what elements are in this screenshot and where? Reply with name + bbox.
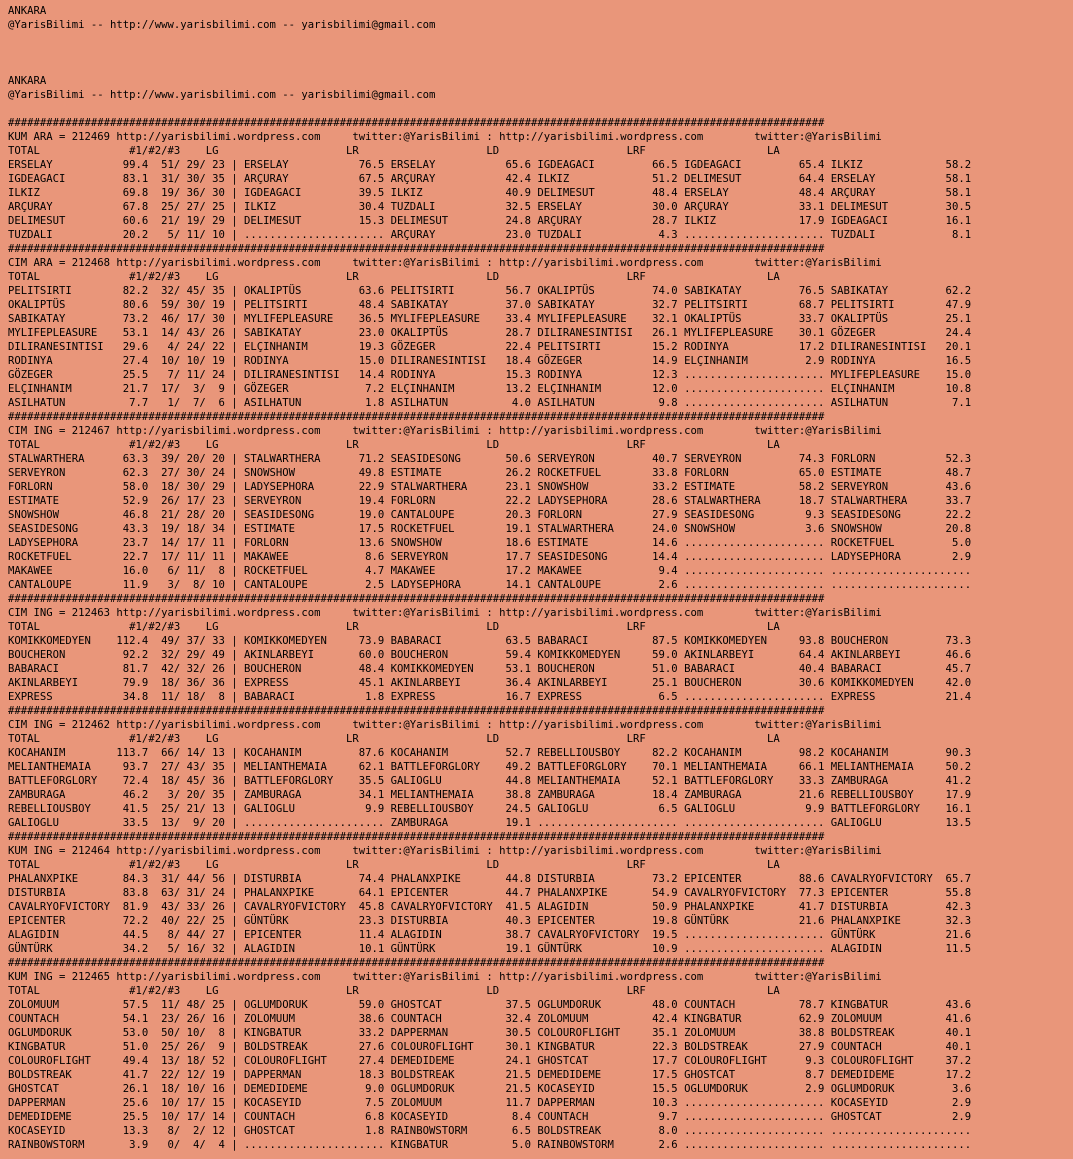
text-line: KOCAHANIM 113.7 66/ 14/ 13 | KOCAHANIM 87.6 KOCAHANIM 52.7 REBELLIOUSBOY 82.2 KOCAHANIM 98.2 KOCAHANIM 90.3 [8,747,972,759]
text-line: EPICENTER 72.2 40/ 22/ 25 | GÜNTÜRK 23.3 DISTURBIA 40.3 EPICENTER 19.8 GÜNTÜRK 21.6 PHALANXPIKE 32.3 [8,915,972,927]
separator-line: ################################################################################################################################ [8,831,825,843]
text-line: KOMIKKOMEDYEN 112.4 49/ 37/ 33 | KOMIKKOMEDYEN 73.9 BABARACI 63.5 BABARACI 87.5 KOMIKKOMEDYEN 93.8 BOUCHERON 73.3 [8,635,972,647]
text-line: KINGBATUR 51.0 25/ 26/ 9 | BOLDSTREAK 27.6 COLOUROFLIGHT 30.1 KINGBATUR 22.3 BOLDSTREAK 27.9 COUNTACH 40.1 [8,1041,972,1053]
text-line: SABIKATAY 73.2 46/ 17/ 30 | MYLIFEPLEASURE 36.5 MYLIFEPLEASURE 33.4 MYLIFEPLEASURE 32.1 OKALIPTÜS 33.7 OKALIPTÜS 25.1 [8,313,972,325]
text-line: BOUCHERON 92.2 32/ 29/ 49 | AKINLARBEYI 60.0 BOUCHERON 59.4 KOMIKKOMEDYEN 59.0 AKINLARBEYI 64.4 AKINLARBEYI 46.6 [8,649,972,661]
text-line: TOTAL #1/#2/#3 LG LR LD LRF LA [8,859,780,871]
text-line: CIM ING = 212463 http://yarisbilimi.wordpress.com twitter:@YarisBilimi : http://yarisbilimi.wordpress.com twitter:@YarisBilimi [8,607,882,619]
text-line: AKINLARBEYI 79.9 18/ 36/ 36 | EXPRESS 45.1 AKINLARBEYI 36.4 AKINLARBEYI 25.1 BOUCHERON 30.6 KOMIKKOMEDYEN 42.0 [8,677,972,689]
text-line: OGLUMDORUK 53.0 50/ 10/ 8 | KINGBATUR 33.2 DAPPERMAN 30.5 COLOUROFLIGHT 35.1 ZOLOMUUM 38.8 BOLDSTREAK 40.1 [8,1027,972,1039]
text-line: DAPPERMAN 25.6 10/ 17/ 15 | KOCASEYID 7.5 ZOLOMUUM 11.7 DAPPERMAN 10.3 ...................... KOCASEYID 2.9 [8,1097,972,1109]
separator-line: ################################################################################################################################ [8,243,825,255]
text-line: OKALIPTÜS 80.6 59/ 30/ 19 | PELITSIRTI 48.4 SABIKATAY 37.0 SABIKATAY 32.7 PELITSIRTI 68.7 PELITSIRTI 47.9 [8,299,972,311]
text-line: ERSELAY 99.4 51/ 29/ 23 | ERSELAY 76.5 ERSELAY 65.6 IGDEAGACI 66.5 IGDEAGACI 65.4 ILKIZ 58.2 [8,159,972,171]
text-line: @YarisBilimi -- http://www.yarisbilimi.com -- yarisbilimi@gmail.com [8,89,436,101]
text-line: GÖZEGER 25.5 7/ 11/ 24 | DILIRANESINTISI 14.4 RODINYA 15.3 RODINYA 12.3 ...................... MYLIFEPLEASURE 15.0 [8,369,972,381]
text-line: ZAMBURAGA 46.2 3/ 20/ 35 | ZAMBURAGA 34.1 MELIANTHEMAIA 38.8 ZAMBURAGA 18.4 ZAMBURAGA 21.6 REBELLIOUSBOY 17.9 [8,789,972,801]
separator-line: ################################################################################################################################ [8,593,825,605]
text-line: CIM ARA = 212468 http://yarisbilimi.wordpress.com twitter:@YarisBilimi : http://yarisbilimi.wordpress.com twitter:@YarisBilimi [8,257,882,269]
text-line: ZOLOMUUM 57.5 11/ 48/ 25 | OGLUMDORUK 59.0 GHOSTCAT 37.5 OGLUMDORUK 48.0 COUNTACH 78.7 KINGBATUR 43.6 [8,999,972,1011]
separator-line: ################################################################################################################################ [8,117,825,129]
separator-line: ################################################################################################################################ [8,705,825,717]
text-line: TOTAL #1/#2/#3 LG LR LD LRF LA [8,271,780,283]
text-line: GÜNTÜRK 34.2 5/ 16/ 32 | ALAGIDIN 10.1 GÜNTÜRK 19.1 GÜNTÜRK 10.9 ...................... ALAGIDIN 11.5 [8,943,972,955]
text-line: TOTAL #1/#2/#3 LG LR LD LRF LA [8,145,780,157]
text-line [8,46,1073,60]
text-line: KOCASEYID 13.3 8/ 2/ 12 | GHOSTCAT 1.8 RAINBOWSTORM 6.5 BOLDSTREAK 8.0 ...................... ...................... [8,1125,972,1137]
separator-line: ################################################################################################################################ [8,411,825,423]
text-line: LADYSEPHORA 23.7 14/ 17/ 11 | FORLORN 13.6 SNOWSHOW 18.6 ESTIMATE 14.6 ...................... ROCKETFUEL 5.0 [8,537,972,549]
text-line: REBELLIOUSBOY 41.5 25/ 21/ 13 | GALIOGLU 9.9 REBELLIOUSBOY 24.5 GALIOGLU 6.5 GALIOGLU 9.9 BATTLEFORGLORY 16.1 [8,803,972,815]
text-line: MAKAWEE 16.0 6/ 11/ 8 | ROCKETFUEL 4.7 MAKAWEE 17.2 MAKAWEE 9.4 ...................... ...................... [8,565,972,577]
text-line: COLOUROFLIGHT 49.4 13/ 18/ 52 | COLOUROFLIGHT 27.4 DEMEDIDEME 24.1 GHOSTCAT 17.7 COLOUROFLIGHT 9.3 COLOUROFLIGHT 37.2 [8,1055,972,1067]
text-line: DELIMESUT 60.6 21/ 19/ 29 | DELIMESUT 15.3 DELIMESUT 24.8 ARÇURAY 28.7 ILKIZ 17.9 IGDEAGACI 16.1 [8,215,972,227]
text-line: ANKARA [8,5,47,17]
text-line: ALAGIDIN 44.5 8/ 44/ 27 | EPICENTER 11.4 ALAGIDIN 38.7 CAVALRYOFVICTORY 19.5 ...................... GÜNTÜRK 21.6 [8,929,972,941]
text-line: RODINYA 27.4 10/ 10/ 19 | RODINYA 15.0 DILIRANESINTISI 18.4 GÖZEGER 14.9 ELÇINHANIM 2.9 RODINYA 16.5 [8,355,972,367]
text-line: SEASIDESONG 43.3 19/ 18/ 34 | ESTIMATE 17.5 ROCKETFUEL 19.1 STALWARTHERA 24.0 SNOWSHOW 3.6 SNOWSHOW 20.8 [8,523,972,535]
text-line: ILKIZ 69.8 19/ 36/ 30 | IGDEAGACI 39.5 ILKIZ 40.9 DELIMESUT 48.4 ERSELAY 48.4 ARÇURAY 58.1 [8,187,972,199]
text-line: ASILHATUN 7.7 1/ 7/ 6 | ASILHATUN 1.8 ASILHATUN 4.0 ASILHATUN 9.8 ...................... ASILHATUN 7.1 [8,397,972,409]
text-line [8,32,1073,46]
text-line [8,60,1073,74]
text-line: MELIANTHEMAIA 93.7 27/ 43/ 35 | MELIANTHEMAIA 62.1 BATTLEFORGLORY 49.2 BATTLEFORGLORY 70.1 MELIANTHEMAIA 66.1 MELIANTHEMAIA 50.2 [8,761,972,773]
text-line: FORLORN 58.0 18/ 30/ 29 | LADYSEPHORA 22.9 STALWARTHERA 23.1 SNOWSHOW 33.2 ESTIMATE 58.2 SERVEYRON 43.6 [8,481,972,493]
text-line [8,102,1073,116]
text-line: SNOWSHOW 46.8 21/ 28/ 20 | SEASIDESONG 19.0 CANTALOUPE 20.3 FORLORN 27.9 SEASIDESONG 9.3 SEASIDESONG 22.2 [8,509,972,521]
text-line: KUM ING = 212465 http://yarisbilimi.wordpress.com twitter:@YarisBilimi : http://yarisbilimi.wordpress.com twitter:@YarisBilimi [8,971,882,983]
text-line: ESTIMATE 52.9 26/ 17/ 23 | SERVEYRON 19.4 FORLORN 22.2 LADYSEPHORA 28.6 STALWARTHERA 18.7 STALWARTHERA 33.7 [8,495,972,507]
text-line: IGDEAGACI 83.1 31/ 30/ 35 | ARÇURAY 67.5 ARÇURAY 42.4 ILKIZ 51.2 DELIMESUT 64.4 ERSELAY 58.1 [8,173,972,185]
text-line: DISTURBIA 83.8 63/ 31/ 24 | PHALANXPIKE 64.1 EPICENTER 44.7 PHALANXPIKE 54.9 CAVALRYOFVICTORY 77.3 EPICENTER 55.8 [8,887,972,899]
text-line: ELÇINHANIM 21.7 17/ 3/ 9 | GÖZEGER 7.2 ELÇINHANIM 13.2 ELÇINHANIM 12.0 ...................... ELÇINHANIM 10.8 [8,383,972,395]
text-line: ROCKETFUEL 22.7 17/ 11/ 11 | MAKAWEE 8.6 SERVEYRON 17.7 SEASIDESONG 14.4 ...................... LADYSEPHORA 2.9 [8,551,972,563]
text-line: GALIOGLU 33.5 13/ 9/ 20 | ...................... ZAMBURAGA 19.1 ...................... ...................... GALIOGLU 13.5 [8,817,972,829]
text-line: DEMEDIDEME 25.5 10/ 17/ 14 | COUNTACH 6.8 KOCASEYID 8.4 COUNTACH 9.7 ...................... GHOSTCAT 2.9 [8,1111,972,1123]
text-line: BOLDSTREAK 41.7 22/ 12/ 19 | DAPPERMAN 18.3 BOLDSTREAK 21.5 DEMEDIDEME 17.5 GHOSTCAT 8.7 DEMEDIDEME 17.2 [8,1069,972,1081]
text-line: TOTAL #1/#2/#3 LG LR LD LRF LA [8,621,780,633]
text-line: SERVEYRON 62.3 27/ 30/ 24 | SNOWSHOW 49.8 ESTIMATE 26.2 ROCKETFUEL 33.8 FORLORN 65.0 ESTIMATE 48.7 [8,467,972,479]
text-line: CAVALRYOFVICTORY 81.9 43/ 33/ 26 | CAVALRYOFVICTORY 45.8 CAVALRYOFVICTORY 41.5 ALAGIDIN 50.9 PHALANXPIKE 41.7 DISTURBIA 42.3 [8,901,972,913]
text-line: @YarisBilimi -- http://www.yarisbilimi.com -- yarisbilimi@gmail.com [8,19,436,31]
text-line: CIM ING = 212462 http://yarisbilimi.wordpress.com twitter:@YarisBilimi : http://yarisbilimi.wordpress.com twitter:@YarisBilimi [8,719,882,731]
text-line: ARÇURAY 67.8 25/ 27/ 25 | ILKIZ 30.4 TUZDALI 32.5 ERSELAY 30.0 ARÇURAY 33.1 DELIMESUT 30.5 [8,201,972,213]
text-line: TOTAL #1/#2/#3 LG LR LD LRF LA [8,439,780,451]
text-line: TOTAL #1/#2/#3 LG LR LD LRF LA [8,733,780,745]
text-line: TOTAL #1/#2/#3 LG LR LD LRF LA [8,985,780,997]
text-line: BATTLEFORGLORY 72.4 18/ 45/ 36 | BATTLEFORGLORY 35.5 GALIOGLU 44.8 MELIANTHEMAIA 52.1 BATTLEFORGLORY 33.3 ZAMBURAGA 41.2 [8,775,972,787]
text-line: MYLIFEPLEASURE 53.1 14/ 43/ 26 | SABIKATAY 23.0 OKALIPTÜS 28.7 DILIRANESINTISI 26.1 MYLIFEPLEASURE 30.1 GÖZEGER 24.4 [8,327,972,339]
text-line: KUM ARA = 212469 http://yarisbilimi.wordpress.com twitter:@YarisBilimi : http://yarisbilimi.wordpress.com twitter:@YarisBilimi [8,131,882,143]
text-line: DILIRANESINTISI 29.6 4/ 24/ 22 | ELÇINHANIM 19.3 GÖZEGER 22.4 PELITSIRTI 15.2 RODINYA 17.2 DILIRANESINTISI 20.1 [8,341,972,353]
text-line: BABARACI 81.7 42/ 32/ 26 | BOUCHERON 48.4 KOMIKKOMEDYEN 53.1 BOUCHERON 51.0 BABARACI 40.4 BABARACI 45.7 [8,663,972,675]
text-line: CIM ING = 212467 http://yarisbilimi.wordpress.com twitter:@YarisBilimi : http://yarisbilimi.wordpress.com twitter:@YarisBilimi [8,425,882,437]
text-line: COUNTACH 54.1 23/ 26/ 16 | ZOLOMUUM 38.6 COUNTACH 32.4 ZOLOMUUM 42.4 KINGBATUR 62.9 ZOLOMUUM 41.6 [8,1013,972,1025]
text-line: PELITSIRTI 82.2 32/ 45/ 35 | OKALIPTÜS 63.6 PELITSIRTI 56.7 OKALIPTÜS 74.0 SABIKATAY 76.5 SABIKATAY 62.2 [8,285,972,297]
text-line: TUZDALI 20.2 5/ 11/ 10 | ...................... ARÇURAY 23.0 TUZDALI 4.3 ...................... TUZDALI 8.1 [8,229,972,241]
text-line: GHOSTCAT 26.1 18/ 10/ 16 | DEMEDIDEME 9.0 OGLUMDORUK 21.5 KOCASEYID 15.5 OGLUMDORUK 2.9 OGLUMDORUK 3.6 [8,1083,972,1095]
text-line: KUM ING = 212464 http://yarisbilimi.wordpress.com twitter:@YarisBilimi : http://yarisbilimi.wordpress.com twitter:@YarisBilimi [8,845,882,857]
text-line: CANTALOUPE 11.9 3/ 8/ 10 | CANTALOUPE 2.5 LADYSEPHORA 14.1 CANTALOUPE 2.6 ...................... ...................... [8,579,972,591]
text-line: ANKARA [8,75,47,87]
text-line: PHALANXPIKE 84.3 31/ 44/ 56 | DISTURBIA 74.4 PHALANXPIKE 44.8 DISTURBIA 73.2 EPICENTER 88.6 CAVALRYOFVICTORY 65.7 [8,873,972,885]
separator-line: ################################################################################################################################ [8,957,825,969]
text-line: EXPRESS 34.8 11/ 18/ 8 | BABARACI 1.8 EXPRESS 16.7 EXPRESS 6.5 ...................... EXPRESS 21.4 [8,691,972,703]
text-line: RAINBOWSTORM 3.9 0/ 4/ 4 | ...................... KINGBATUR 5.0 RAINBOWSTORM 2.6 ...................... ...................... [8,1139,972,1151]
text-line: STALWARTHERA 63.3 39/ 20/ 20 | STALWARTHERA 71.2 SEASIDESONG 50.6 SERVEYRON 40.7 SERVEYRON 74.3 FORLORN 52.3 [8,453,972,465]
